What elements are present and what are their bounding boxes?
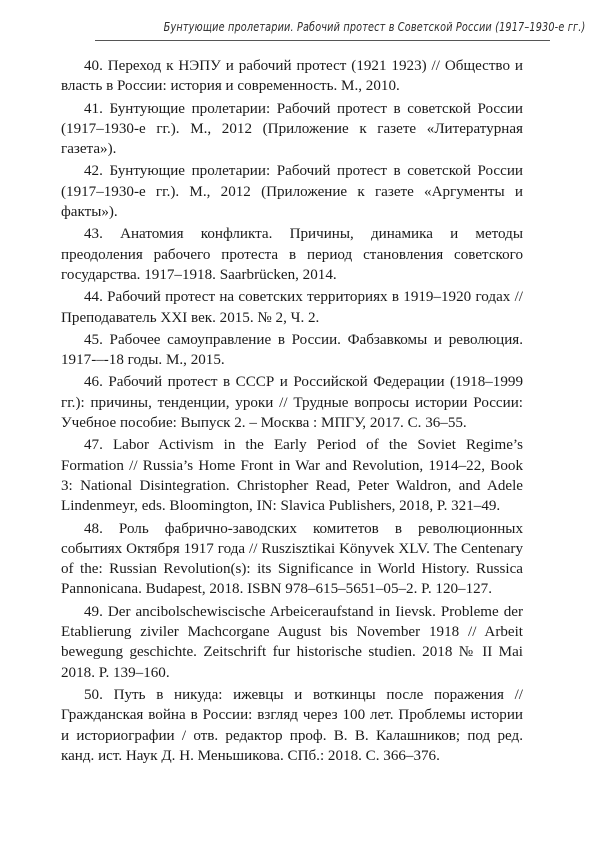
bibliography-list	[61, 56, 523, 768]
running-title: Бунтующие пролетарии. Рабочий протест в Советской России (1917–1930-е гг.)	[163, 19, 586, 34]
bibliography-entry-45: 45. Рабочее самоуправление в России. Фабзавкомы и революция. 1917-–-18 годы. М., 2015.	[61, 331, 523, 369]
bibliography-entry-47: 47. Labor Activism in the Early Period of the Soviet Regime’s Formation // Russia’s Home Front in War and Revolution, 1914–22, Book 3: National Disintegration. Christopher Read, Peter Waldron, and Adele Lindenmeyr, eds. Bloomington, IN: Slavica Publishers, 2018, P. 321–49.	[61, 437, 523, 515]
bibliography-entry-42: 42. Бунтующие пролетарии: Рабочий протест в советской России (1917–1930-е гг.). М., 2012 (Приложение к газете «Аргументы и факты»).	[61, 163, 523, 221]
bibliography-entry-41: 41. Бунтующие пролетарии: Рабочий протест в советской России (1917–1930-е гг.). М., 2012 (Приложение к газете «Литературная газета»).	[61, 100, 523, 158]
running-header	[95, 18, 586, 41]
bibliography-entry-44: 44. Рабочий протест на советских территориях в 1919–1920 годах // Преподаватель XXI век. 2015. № 2, Ч. 2.	[61, 289, 523, 326]
bibliography-entry-40: 40. Переход к НЭПУ и рабочий протест (1921 1923) // Общество и власть в России: история и современность. М., 2010.	[61, 58, 523, 95]
bibliography-entry-49: 49. Der ancibolschewiscische Arbeiceraufstand in Iievsk. Probleme der Etablierung ziviler Machcorgane August bis November 1918 // Arbeit bewegung geschichte. Zeitschrift fur historische studien. 2018 № II Mai 2018. P. 139–160.	[61, 603, 523, 681]
bibliography-entry-46: 46. Рабочий протест в СССР и Российской Федерации (1918–1999 гг.): причины, тенденции, уроки // Трудные вопросы истории России: Учебное пособие: Выпуск 2. – Москва : МПГУ, 2017. С. 36–55.	[61, 374, 523, 432]
bibliography-entry-50: 50. Путь в никуда: ижевцы и воткинцы после поражения // Гражданская война в России: взгляд через 100 лет. Проблемы истории и историографии / отв. редактор проф. В. В. Калашников; под ред. канд. ист. Наук Д. Н. Меньшикова. СПб.: 2018. С. 366–376.	[61, 686, 523, 764]
bibliography-entry-48: 48. Роль фабрично-заводских комитетов в революционных событиях Октября 1917 года // Ruszisztikai Könyvek XLV. The Centenary of the: Russian Revolution(s): its Significance in World History. Russica Pannonicana. Budapest, 2018. ISBN 978–615–5651–05–2. P. 120–127.	[61, 520, 523, 598]
bibliography-entry-43: 43. Анатомия конфликта. Причины, динамика и методы преодоления рабочего протеста в период становления советского государства. 1917–1918. Saarbrücken, 2014.	[61, 226, 523, 283]
